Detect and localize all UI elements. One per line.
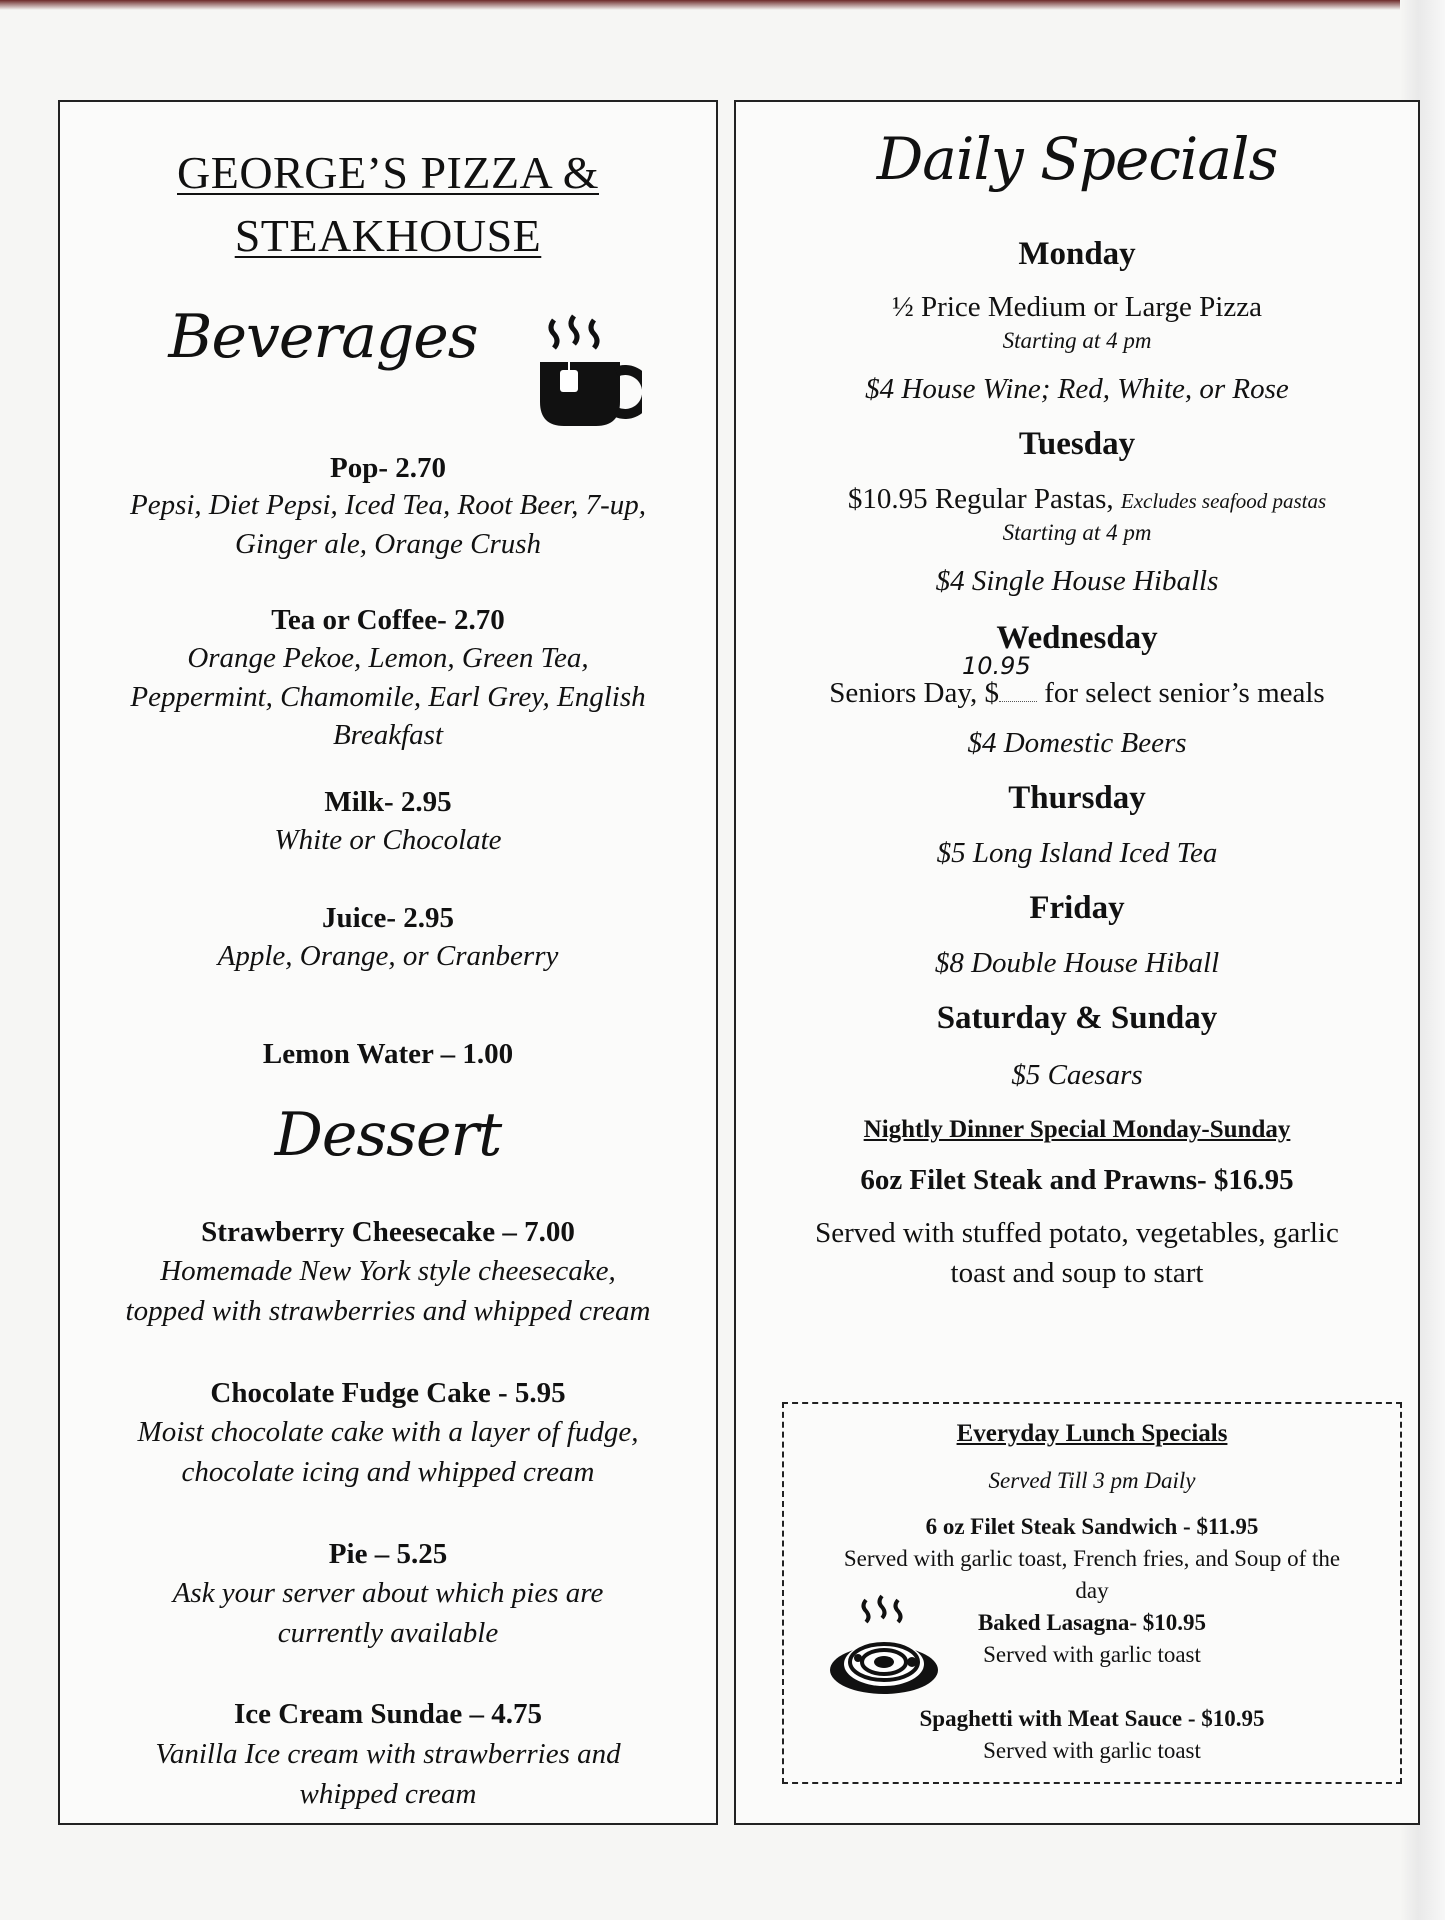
handwritten-price: 10.95 bbox=[962, 652, 1031, 680]
restaurant-title-line2: STEAKHOUSE bbox=[234, 210, 542, 261]
menu-item-desc: whipped cream bbox=[299, 1778, 477, 1810]
day-heading-weekend: Saturday & Sunday bbox=[936, 1000, 1218, 1036]
page-edge-top bbox=[0, 0, 1445, 10]
lunch-specials-heading: Everyday Lunch Specials bbox=[956, 1420, 1228, 1447]
obscured-price bbox=[999, 701, 1037, 702]
lunch-item-name: 6 oz Filet Steak Sandwich - $11.95 bbox=[925, 1514, 1259, 1539]
menu-item-desc: Orange Pekoe, Lemon, Green Tea, bbox=[187, 642, 589, 674]
day-heading-monday: Monday bbox=[1018, 236, 1136, 272]
menu-item-name: Strawberry Cheesecake – 7.00 bbox=[201, 1216, 575, 1248]
menu-item-name: Ice Cream Sundae – 4.75 bbox=[234, 1698, 542, 1730]
menu-item-desc: currently available bbox=[277, 1617, 499, 1649]
dessert-heading: Dessert bbox=[274, 1100, 502, 1170]
special-line: $4 Domestic Beers bbox=[967, 727, 1187, 759]
lunch-specials-box bbox=[782, 1402, 1402, 1784]
restaurant-title-line1: GEORGE’S PIZZA & bbox=[177, 147, 599, 198]
lunch-item-desc: Served with garlic toast bbox=[983, 1642, 1201, 1667]
day-heading-tuesday: Tuesday bbox=[1018, 426, 1136, 462]
day-heading-thursday: Thursday bbox=[1008, 780, 1146, 816]
menu-item-desc: chocolate icing and whipped cream bbox=[181, 1456, 595, 1488]
special-line-post: for select senior’s meals bbox=[1036, 677, 1325, 709]
special-line bbox=[736, 674, 1418, 712]
day-heading-friday: Friday bbox=[1029, 890, 1125, 926]
menu-item-desc: Breakfast bbox=[332, 719, 444, 751]
special-line-exclusion: Excludes seafood pastas bbox=[1120, 489, 1327, 513]
special-line: $5 Long Island Iced Tea bbox=[936, 837, 1218, 869]
menu-item-desc: Apple, Orange, or Cranberry bbox=[217, 940, 559, 972]
lunch-item-name: Spaghetti with Meat Sauce - $10.95 bbox=[919, 1706, 1265, 1731]
menu-item-desc: topped with strawberries and whipped cream bbox=[125, 1295, 651, 1327]
nightly-special-desc: Served with stuffed potato, vegetables, garlic bbox=[815, 1217, 1339, 1249]
menu-item-name: Tea or Coffee- 2.70 bbox=[271, 604, 505, 636]
menu-item-name: Pop- 2.70 bbox=[330, 452, 446, 484]
nightly-special-desc: toast and soup to start bbox=[950, 1257, 1204, 1289]
special-line: $8 Double House Hiball bbox=[934, 947, 1220, 979]
special-line: $4 Single House Hiballs bbox=[935, 565, 1219, 597]
lunch-item-desc: day bbox=[1075, 1578, 1109, 1603]
beverages-heading: Beverages bbox=[168, 302, 478, 372]
special-line: $5 Caesars bbox=[1011, 1059, 1143, 1091]
daily-specials-heading: Daily Specials bbox=[876, 125, 1278, 193]
menu-item-desc: Homemade New York style cheesecake, bbox=[160, 1255, 616, 1287]
menu-item-desc: Moist chocolate cake with a layer of fudge, bbox=[137, 1416, 639, 1448]
nightly-special-heading: Nightly Dinner Special Monday-Sunday bbox=[863, 1116, 1291, 1143]
special-line bbox=[756, 480, 1418, 518]
special-line: $4 House Wine; Red, White, or Rose bbox=[865, 373, 1289, 405]
day-heading-wednesday: Wednesday bbox=[996, 620, 1158, 656]
menu-item-name: Lemon Water – 1.00 bbox=[262, 1038, 514, 1070]
menu-item-desc: Ask your server about which pies are bbox=[172, 1577, 604, 1609]
special-note: Starting at 4 pm bbox=[1002, 520, 1152, 545]
spaghetti-plate-icon bbox=[826, 1592, 946, 1702]
nightly-special-item: 6oz Filet Steak and Prawns- $16.95 bbox=[860, 1164, 1294, 1196]
daily-specials-panel bbox=[734, 100, 1420, 1825]
menu-item-desc: Ginger ale, Orange Crush bbox=[234, 528, 542, 560]
beverages-dessert-panel bbox=[58, 100, 718, 1825]
lunch-item-name: Baked Lasagna- $10.95 bbox=[977, 1610, 1207, 1635]
special-line-main: $10.95 Regular Pastas, bbox=[847, 483, 1114, 515]
menu-item-name: Chocolate Fudge Cake - 5.95 bbox=[210, 1377, 566, 1409]
lunch-item-desc: Served with garlic toast bbox=[983, 1738, 1201, 1763]
menu-item-name: Juice- 2.95 bbox=[321, 902, 455, 934]
special-line-pre: Seniors Day, $ bbox=[829, 677, 999, 709]
menu-item-name: Milk- 2.95 bbox=[324, 786, 452, 818]
menu-item-name: Pie – 5.25 bbox=[328, 1538, 448, 1570]
menu-item-desc: Pepsi, Diet Pepsi, Iced Tea, Root Beer, 7-up, bbox=[130, 489, 646, 521]
special-line: ½ Price Medium or Large Pizza bbox=[892, 291, 1262, 323]
lunch-specials-subheading: Served Till 3 pm Daily bbox=[988, 1468, 1196, 1493]
special-note: Starting at 4 pm bbox=[1002, 328, 1152, 353]
menu-item-desc: White or Chocolate bbox=[274, 824, 502, 856]
menu-item-desc: Vanilla Ice cream with strawberries and bbox=[155, 1738, 621, 1770]
menu-item-desc: Peppermint, Chamomile, Earl Grey, English bbox=[130, 681, 646, 713]
lunch-item-desc: Served with garlic toast, French fries, and Soup of the bbox=[843, 1546, 1341, 1571]
coffee-cup-icon bbox=[532, 300, 642, 430]
